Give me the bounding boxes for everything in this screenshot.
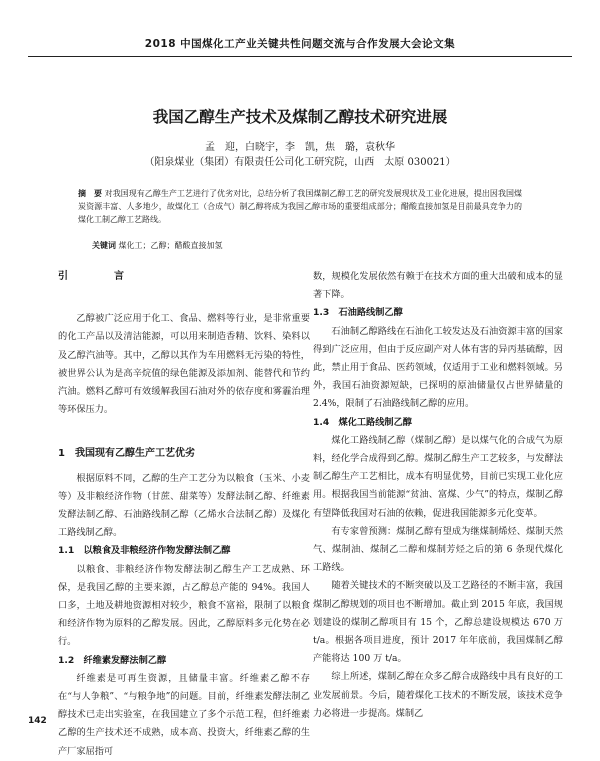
section-1-4-paragraph-1: 煤化工路线制乙醇（煤制乙醇）是以煤气化的合成气为原料，经化学合成得到乙醇。煤制乙醇生产工艺较多，与发酵法制乙醇生产工艺相比，成本有明显优势，目前已实现工业化应用。根据我国当前能源“贫油、富煤、少气”的特点，煤制乙醇有望降低我国对石油的依赖，促进我国能源多元化变革。 [313,434,563,519]
section-1-4-heading: 1.4 煤化工路线制乙醇 [313,416,412,428]
section-1-1-paragraph: 以粮食、非粮经济作物发酵法制乙醇生产工艺成熟、环保，是我国乙醇的主要来源，占乙醇总产能的 94%。我国人口多，土地及耕地资源相对较少，粮食不富裕，限制了以粮食和经济作物为原料的乙醇发展。因此，乙醇原料多元化势在必行。 [58,563,310,648]
continued-paragraph: 数，规模化发展依然有赖于在技术方面的重大出破和成本的显著下降。 [313,271,563,301]
right-column [313,268,563,723]
section-1-paragraph: 根据原料不同，乙醇的生产工艺分为以粮食（玉米、小麦等）及非粮经济作物（甘蔗、甜菜等）发酵法制乙醇、纤维素发酵法制乙醇、石油路线制乙醇（乙烯水合法制乙醇）及煤化工路线制乙醇。 [58,472,310,539]
abstract-label: 摘 要 [78,188,103,198]
section-1-heading: 1 我国现有乙醇生产工艺优劣 [58,448,195,460]
abstract-text: 对我国现有乙醇生产工艺进行了优劣对比，总结分析了我国煤制乙醇工艺的研究发展现状及工业化进展，提出因我国煤炭资源丰富、人多地少，故煤化工（合成气）制乙醇将成为我国乙醇市场的重要组成部分；醋酸直接加氢是目前最具竞争力的煤化工制乙醇工艺路线。 [78,189,523,224]
section-1-4-paragraph-2: 有专家曾预测：煤制乙醇有望成为继煤制烯烃、煤制天然气、煤制油、煤制乙二醇和煤制芳烃之后的第 6 条现代煤化工路线。 [313,525,563,574]
section-1-2-paragraph: 纤维素是可再生资源，且储量丰富。纤维素乙醇不存在“与人争粮”、“与粮争地”的问题。目前，纤维素发酵法制乙醇技术已走出实验室，在我国建立了多个示范工程，但纤维素乙醇的生产技术还不成熟，成本高、投资大，纤维素乙醇的生产厂家屈指可 [58,672,310,757]
section-1-4-paragraph-4: 综上所述，煤制乙醇在众多乙醇合成路线中具有良好的工业发展前景。今后，随着煤化工技术的不断发展，该技术竞争力必将进一步提高。煤制乙 [313,671,563,719]
section-1-3-heading: 1.3 石油路线制乙醇 [313,307,403,319]
page-number: 142 [28,716,47,726]
left-column [58,268,310,761]
intro-paragraph: 乙醇被广泛应用于化工、食品、燃料等行业，是非常重要的化工产品以及清洁能源，可以用来制造香精、饮料、染料以及乙醇汽油等。其中，乙醇以其作为车用燃料无污染的特性，被世界公认为是高辛烷值的绿色能源及添加剂、能替代和节约汽油。燃料乙醇可有效缓解我国石油对外的依存度和雾霾治理等环保压力。 [58,313,310,416]
keywords [92,240,522,251]
header-rule [28,56,572,57]
abstract [78,187,522,226]
section-1-4-paragraph-3: 随着关键技术的不断突破以及工艺路径的不断丰富，我国煤制乙醇规划的项目也不断增加。截止到 2015 年底，我国规划建设的煤制乙醇项目有 15 个，乙醇总建设规模达 670 万 t/a。根据各项目进度，预计 2017 年年底前，我国煤制乙醇产能将达 100 万 t/a。 [313,580,563,665]
paper-title: 我国乙醇生产技术及煤制乙醇技术研究进展 [152,108,448,126]
affiliation: （阳泉煤业（集团）有限责任公司化工研究院，山西 太原 030021） [144,157,456,168]
keywords-label: 关键词 [92,240,116,250]
running-header: 2018 中国煤化工产业关键共性问题交流与合作发展大会论文集 [144,38,456,50]
authors: 孟 迎，白晓宇，李 凯，焦 璐，袁秋华 [205,142,395,153]
keywords-text: 煤化工；乙醇；醋酸直接加氢 [118,241,223,250]
intro-heading: 引 言 [58,271,142,282]
section-1-1-heading: 1.1 以粮食及非粮经济作物发酵法制乙醇 [58,545,231,557]
section-1-2-heading: 1.2 纤维素发酵法制乙醇 [58,654,167,666]
section-1-3-paragraph: 石油制乙醇路线在石油化工较发达及石油资源丰富的国家得到广泛应用，但由于反应副产对人体有害的异丙基硫醇，因此，禁止用于食品、医药领域，仅适用于工业和燃料领域。另外，我国石油资源短缺，已探明的原油储量仅占世界储量的 2.4%，限制了石油路线制乙醇的应用。 [313,325,563,410]
